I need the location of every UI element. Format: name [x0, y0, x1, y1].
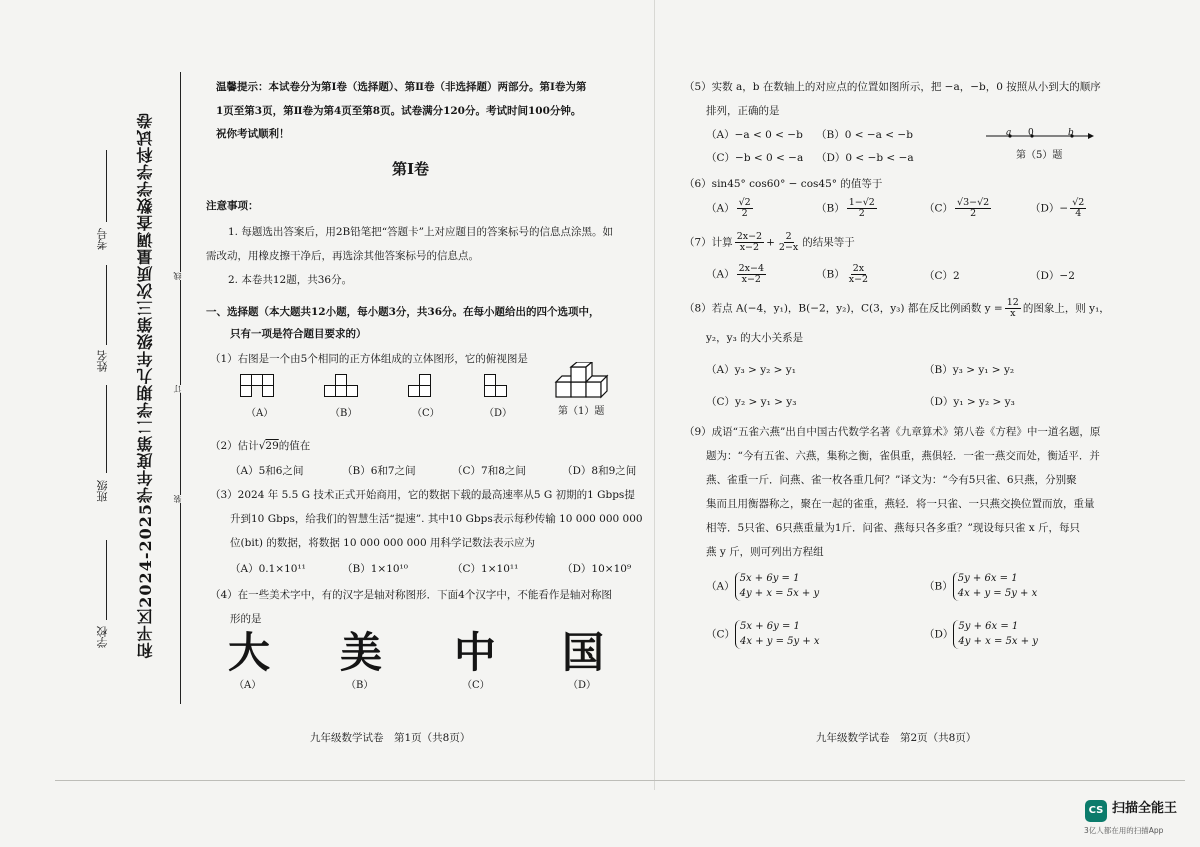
q6-b-num: 1−√2: [848, 197, 875, 208]
q8-line-1-prefix: （8）若点 A(−4，y₁)，B(−2，y₂)，C(3，y₃) 都在反比例函数 y =: [684, 302, 1003, 315]
q3-option-c[interactable]: （C）1×10¹¹: [452, 563, 519, 575]
q1-option-d-label[interactable]: （D）: [484, 408, 513, 419]
q6-option-a-label: （A）: [706, 202, 735, 215]
q6-option-b-label: （B）: [816, 202, 845, 215]
q7-plus: +: [766, 236, 775, 249]
attention-2: 2. 本卷共12题，共36分。: [228, 274, 353, 286]
q9-option-d[interactable]: [924, 620, 1038, 649]
q6-b-den: 2: [858, 207, 865, 219]
q7-b-num: 2x: [852, 263, 865, 274]
q7-f2-den: 2−x: [778, 241, 799, 253]
q9-line-3: 燕、雀重一斤．问燕、雀一枚各重几何？”译文为：“今有5只雀、6只燕，分别聚: [706, 474, 1077, 486]
q4-option-b[interactable]: （B）: [346, 680, 374, 691]
q9-option-a[interactable]: [706, 572, 819, 601]
q2-stem: [210, 440, 310, 453]
q5-line-1: （5）实数 a，b 在数轴上的对应点的位置如图所示，把 −a，−b，0 按照从小到大的顺序: [684, 81, 1101, 93]
q4-char-d: 国: [562, 628, 605, 677]
q9-option-a-system: [735, 572, 820, 601]
q3-option-b[interactable]: （B）1×10¹⁰: [342, 563, 408, 575]
q1-figure-caption: 第（1）题: [558, 406, 605, 417]
q5-line-2: 排列，正确的是: [706, 105, 780, 117]
part1-heading-line-2: 只有一项是符合题目要求的）: [230, 328, 367, 340]
q5-figure-caption: 第（5）题: [1016, 150, 1063, 161]
q6-option-c[interactable]: [924, 198, 993, 219]
q2-option-b[interactable]: （B）6和7之间: [342, 465, 416, 477]
q9-option-b[interactable]: [924, 572, 1037, 601]
q5-axis-label-b: b: [1068, 128, 1074, 138]
sqrt-sign: √: [258, 440, 266, 452]
camscanner-brand: 扫描全能王: [1112, 801, 1178, 816]
q5-option-c[interactable]: （C）−b < 0 < −a: [706, 152, 804, 164]
q7-option-b-label: （B）: [816, 268, 845, 281]
q9-option-b-system: [953, 572, 1038, 601]
q4-option-a[interactable]: （A）: [234, 680, 262, 691]
q3-line-2: 升到10 Gbps，给我们的智慧生活“提速”. 其中10 Gbps表示每秒传输 10 000 000 000: [230, 513, 643, 525]
q4-option-c[interactable]: （C）: [462, 680, 490, 691]
q7-f1-num: 2x−2: [736, 231, 763, 242]
q4-option-d[interactable]: （D）: [568, 680, 597, 691]
q2-radicand: 29: [265, 440, 279, 452]
school-label: 学校: [96, 626, 109, 648]
q7-f1-den: x−2: [739, 241, 760, 253]
q8-option-d[interactable]: （D）y₁ > y₂ > y₃: [924, 396, 1015, 408]
q4-char-c: 中: [454, 628, 497, 677]
q1-option-b-label[interactable]: （B）: [330, 408, 358, 419]
class-field[interactable]: [106, 385, 107, 473]
q9-line-5: 相等．5只雀、6只燕重量为1斤．问雀、燕每只各多重？”现设每只雀 x 斤，每只: [706, 522, 1081, 534]
q1-option-b-figure: [324, 374, 364, 404]
q6-stem: （6）sin45° cos60° − cos45° 的值等于: [684, 178, 883, 190]
q7-stem-prefix: （7）计算: [684, 236, 733, 249]
q4-char-a: 大: [228, 628, 271, 677]
q6-a-den: 2: [741, 207, 748, 219]
q8-f-num: 12: [1006, 297, 1019, 308]
q3-line-1: （3）2024 年 5.5 G 技术正式开始商用，它的数据下载的最高速率从5 G 初期的1 Gbps提: [210, 489, 635, 501]
q3-line-3: 位(bit) 的数据，将数据 10 000 000 000 用科学记数法表示应为: [230, 537, 536, 549]
q5-axis-label-0: 0: [1028, 128, 1034, 138]
q9-c-eq2: 4x + y = 5y + x: [740, 635, 820, 647]
exam-number-field[interactable]: [106, 150, 107, 222]
q8-option-a[interactable]: （A）y₃ > y₂ > y₁: [706, 364, 796, 376]
q6-d-den: 4: [1075, 207, 1082, 219]
q9-a-eq1: 5x + 6y = 1: [739, 573, 800, 584]
q6-option-a[interactable]: [706, 198, 755, 219]
class-label: 班级: [96, 480, 109, 502]
q9-line-4: 集而且用衡器称之，聚在一起的雀重，燕轻．将一只雀、一只燕交换位置而放，重量: [706, 498, 1095, 510]
attention-1-line-1: 1. 每题选出答案后，用2B铅笔把“答题卡”上对应题目的答案标号的信息点涂黑。如: [228, 226, 613, 238]
q8-line-1: [684, 298, 1110, 319]
q1-stem: （1）右图是一个由5个相同的正方体组成的立体图形，它的俯视图是: [210, 353, 528, 365]
q7-option-a[interactable]: [706, 264, 768, 285]
q9-option-c-label: （C）: [706, 628, 736, 641]
q5-option-a[interactable]: （A）−a < 0 < −b: [706, 129, 803, 141]
school-field[interactable]: [106, 540, 107, 620]
q9-option-c[interactable]: [706, 620, 820, 649]
q7-stem-suffix: 的结果等于: [802, 236, 855, 249]
section-title: 第Ⅰ卷: [392, 160, 430, 178]
q2-option-d[interactable]: （D）8和9之间: [562, 465, 637, 477]
q7-option-b[interactable]: [816, 264, 872, 285]
q7-option-d[interactable]: （D）−2: [1030, 270, 1075, 282]
exam-title: 和平区2024-2025学年度第二学期九年级第三次质量调查数学学科试卷: [136, 112, 155, 659]
q7-a-num: 2x−4: [738, 263, 764, 274]
q7-b-den: x−2: [848, 273, 869, 285]
q2-stem-prefix: （2）估计: [210, 440, 259, 452]
q9-a-eq2: 4y + x = 5x + y: [739, 587, 820, 599]
q7-f2-num: 2: [785, 231, 792, 242]
cut-mark-1: 装: [173, 495, 182, 503]
q7-option-a-label: （A）: [706, 268, 735, 281]
camscanner-tagline: 3亿人都在用的扫描App: [1084, 826, 1164, 835]
q9-option-d-system: [953, 620, 1038, 649]
q6-option-c-label: （C）: [924, 202, 954, 215]
q2-option-a[interactable]: （A）5和6之间: [230, 465, 304, 477]
q1-option-a-label[interactable]: （A）: [246, 408, 274, 419]
attention-title: 注意事项：: [206, 200, 259, 212]
q9-line-2: 题为：“今有五雀、六燕，集称之衡，雀俱重，燕俱轻．一雀一燕交而处，衡适平．并: [706, 450, 1100, 462]
q6-d-num: √2: [1072, 197, 1085, 208]
q6-option-d-label: （D）−: [1030, 202, 1069, 215]
notice-line-1: 温馨提示：本试卷分为第Ⅰ卷（选择题）、第Ⅱ卷（非选择题）两部分。第Ⅰ卷为第: [216, 81, 587, 93]
q8-f-den: x: [1010, 307, 1016, 319]
q5-option-d[interactable]: （D）0 < −b < −a: [816, 152, 914, 164]
q5-axis-label-a: a: [1006, 128, 1012, 138]
q4-line-2: 形的是: [230, 613, 262, 625]
exam-number-label: 考号: [96, 228, 109, 250]
q9-d-eq2: 4y + x = 5x + y: [958, 635, 1038, 647]
part1-heading-line-1: 一、选择题（本大题共12小题，每小题3分，共36分。在每小题给出的四个选项中，: [206, 306, 600, 318]
q9-option-b-label: （B）: [924, 580, 953, 593]
cut-mark-3: 线: [173, 272, 182, 280]
q5-option-b[interactable]: （B）0 < −a < −b: [816, 129, 913, 141]
page-fold-shadow: [654, 0, 655, 790]
q1-option-a-figure: [240, 374, 280, 404]
q3-option-a[interactable]: （A）0.1×10¹¹: [230, 563, 306, 575]
q2-stem-suffix: 的值在: [278, 440, 311, 452]
q8-option-b[interactable]: （B）y₃ > y₁ > y₂: [924, 364, 1015, 376]
q6-a-num: √2: [738, 197, 751, 208]
notice-line-2: 1页至第3页，第Ⅱ卷为第4页至第8页。试卷满分120分。考试时间100分钟。: [216, 105, 582, 117]
q2-option-c[interactable]: （C）7和8之间: [452, 465, 526, 477]
q8-option-c[interactable]: （C）y₂ > y₁ > y₃: [706, 396, 797, 408]
left-page-footer: 九年级数学试卷 第1页（共8页）: [310, 732, 471, 744]
scan-bottom-edge: [55, 780, 1185, 781]
q6-c-num: √3−√2: [957, 197, 990, 208]
q9-line-1: （9）成语“五雀六燕”出自中国古代数学名著《九章算术》第八卷《方程》中一道名题，原: [684, 426, 1101, 438]
q9-b-eq2: 4x + y = 5y + x: [957, 587, 1038, 599]
camscanner-logo-icon: CS: [1085, 800, 1107, 822]
q9-option-d-label: （D）: [924, 628, 954, 641]
q9-line-6: 燕 y 斤，则可列出方程组: [706, 546, 824, 558]
q4-line-1: （4）在一些美术字中，有的汉字是轴对称图形．下面4个汉字中，不能看作是轴对称图: [210, 589, 612, 601]
notice-line-3: 祝你考试顺利！: [216, 128, 290, 140]
q1-option-c-label[interactable]: （C）: [412, 408, 440, 419]
q6-c-den: 2: [970, 207, 977, 219]
q7-stem: [684, 232, 855, 253]
q4-char-b: 美: [340, 628, 383, 677]
name-label: 姓名: [96, 350, 109, 372]
q6-option-b[interactable]: [816, 198, 879, 219]
q9-option-a-label: （A）: [706, 580, 735, 593]
q9-c-eq1: 5x + 6y = 1: [740, 621, 800, 632]
q8-line-2: y₂，y₃ 的大小关系是: [706, 332, 804, 344]
q9-option-c-system: [735, 620, 820, 649]
q7-a-den: x−2: [741, 273, 761, 285]
q5-number-line: [984, 126, 1094, 142]
attention-1-line-2: 需改动，用橡皮擦干净后，再选涂其他答案标号的信息点。: [206, 250, 479, 262]
q9-d-eq1: 5y + 6x = 1: [958, 621, 1019, 632]
right-page-footer: 九年级数学试卷 第2页（共8页）: [816, 732, 977, 744]
q8-line-1-suffix: 的图象上，则 y₁，: [1022, 302, 1110, 315]
q3-option-d[interactable]: （D）10×10⁹: [562, 563, 632, 575]
q6-option-d[interactable]: [1030, 198, 1088, 219]
q7-option-c[interactable]: （C）2: [924, 270, 960, 282]
cut-mark-2: 订: [173, 385, 182, 393]
q9-b-eq1: 5y + 6x = 1: [957, 573, 1018, 584]
name-field[interactable]: [106, 265, 107, 345]
q1-option-d-figure: [484, 374, 524, 404]
q1-option-c-figure: [408, 374, 448, 404]
q1-solid-figure: [552, 362, 614, 404]
